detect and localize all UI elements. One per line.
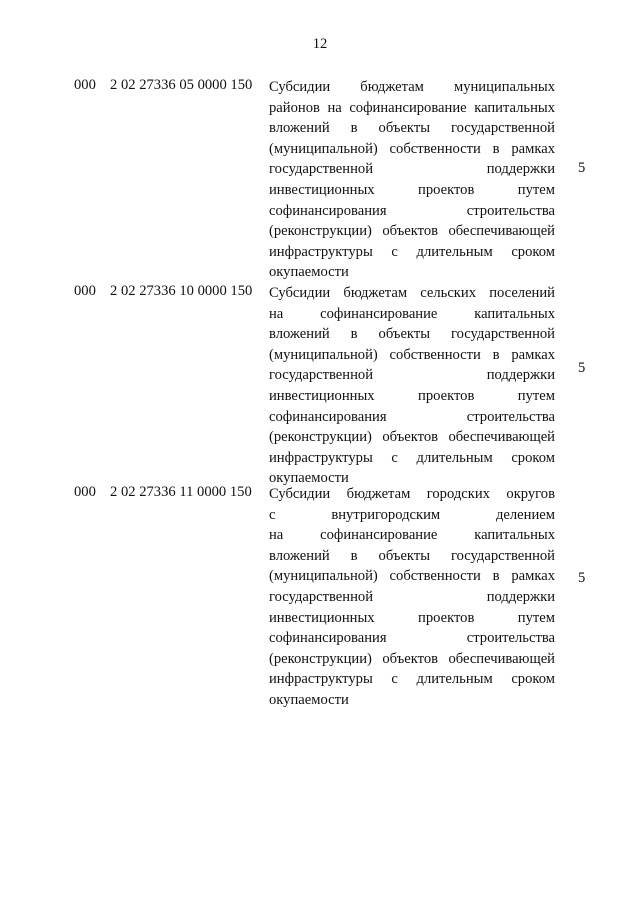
description-line: государственной поддержки [269,161,555,178]
description [269,283,555,489]
description [269,77,555,283]
description-line: окупаемости [269,691,349,708]
description-line: окупаемости [269,264,349,281]
description-line: (муниципальной) собственности в рамках [269,346,555,363]
amount: 5 [578,570,586,586]
description-line: инфраструктуры с длительным сроком [269,671,555,688]
description-line: (муниципальной) собственности в рамках [269,568,555,585]
description-line: инвестиционных проектов путем [269,609,555,626]
description-line: Субсидии бюджетам городских округов [269,486,555,502]
description-line: Субсидии бюджетам сельских поселений [269,285,555,301]
description-line: на софинансирование капитальных [269,527,555,544]
description-line: окупаемости [269,470,349,487]
amount: 5 [578,360,586,376]
description-line: на софинансирование капитальных [269,305,555,322]
description-line: (реконструкции) объектов обеспечивающей [269,650,555,667]
description-line: инвестиционных проектов путем [269,181,555,198]
description-line: районов на софинансирование капитальных [269,99,555,116]
description-line: государственной поддержки [269,588,555,605]
budget-code: 2 02 27336 05 0000 150 [110,77,253,93]
description-line: Субсидии бюджетам муниципальных [269,79,555,95]
page-number: 12 [312,36,328,52]
description-line: вложений в объекты государственной [269,547,555,564]
description-line: инвестиционных проектов путем [269,387,555,404]
description-line: инфраструктуры с длительным сроком [269,243,555,260]
amount: 5 [578,160,586,176]
description-line: с внутригородским делением [269,506,555,523]
description-line: (реконструкции) объектов обеспечивающей [269,223,555,240]
description-line: вложений в объекты государственной [269,120,555,137]
description-line: (реконструкции) объектов обеспечивающей [269,429,555,446]
description-line: софинансирования строительства [269,202,555,219]
description-line: софинансирования строительства [269,630,555,647]
admin-code: 000 [74,283,96,299]
description-line: софинансирования строительства [269,408,555,425]
description-line: государственной поддержки [269,367,555,384]
budget-code: 2 02 27336 10 0000 150 [110,283,253,299]
description-line: (муниципальной) собственности в рамках [269,140,555,157]
description-line: вложений в объекты государственной [269,326,555,343]
admin-code: 000 [74,77,96,93]
description-line: инфраструктуры с длительным сроком [269,449,555,466]
admin-code: 000 [74,484,96,500]
description [269,484,555,711]
budget-code: 2 02 27336 11 0000 150 [110,484,252,500]
